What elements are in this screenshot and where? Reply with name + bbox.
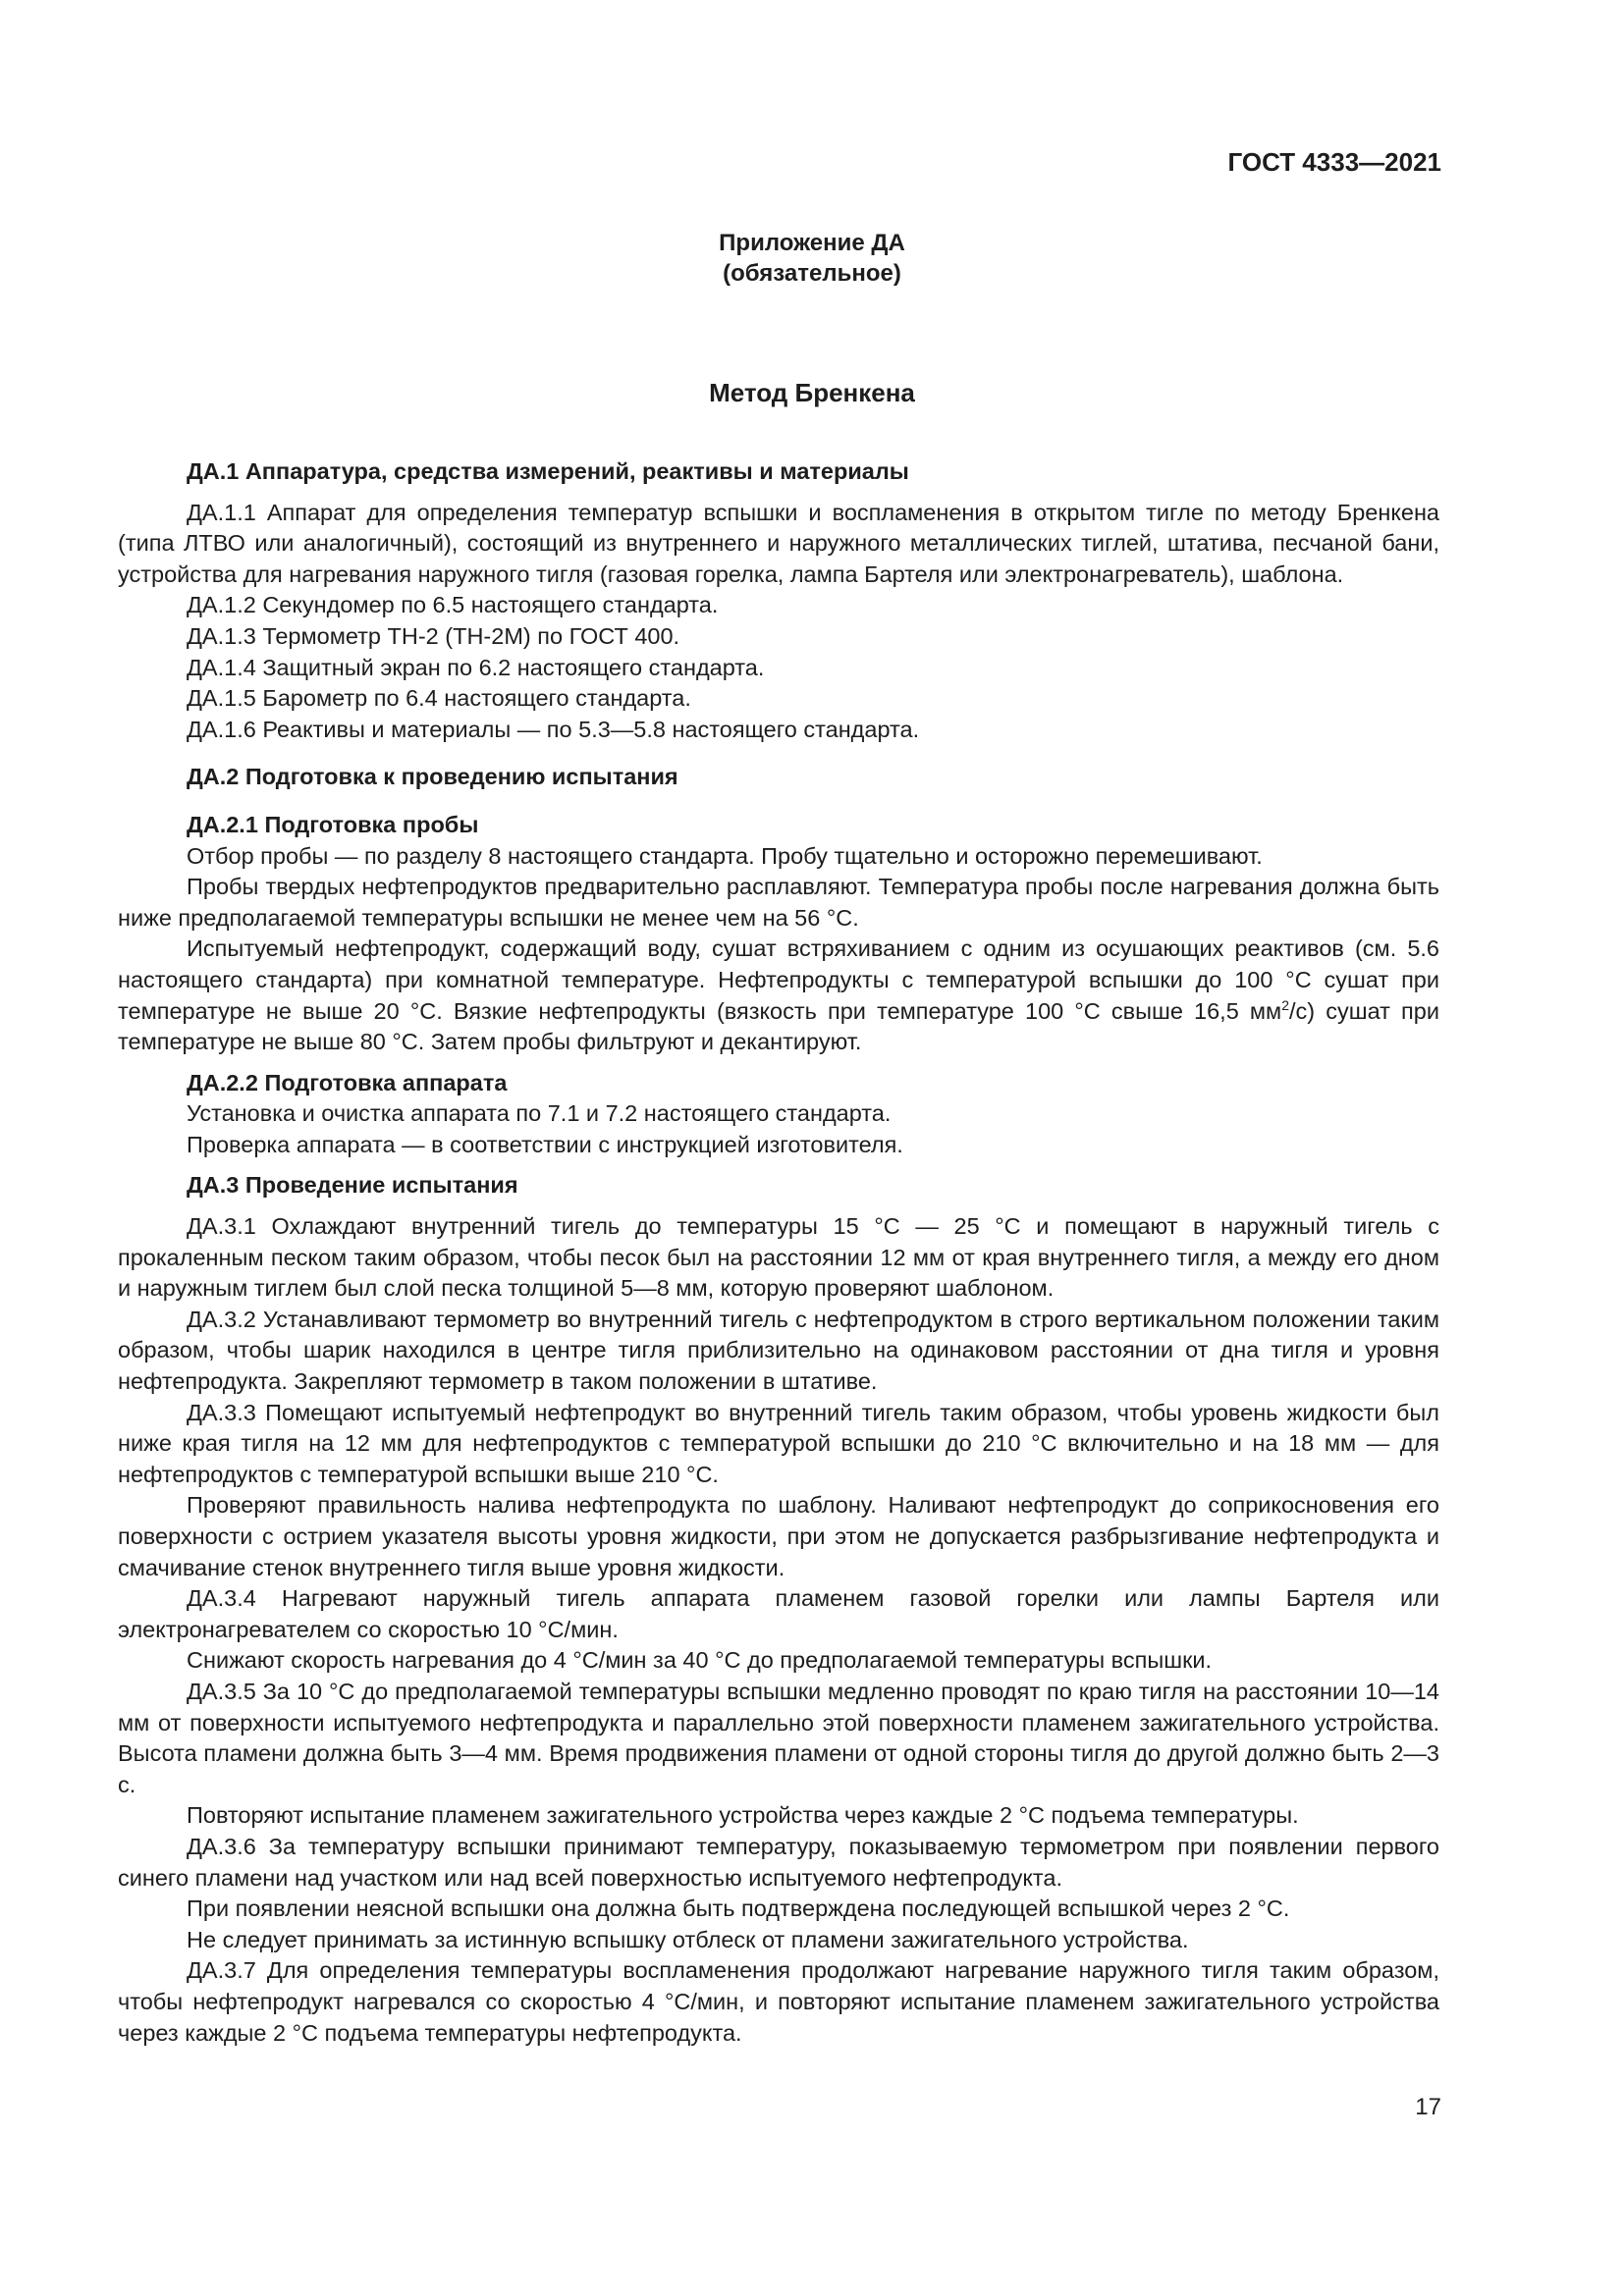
paragraph-da3-6-note-1: При появлении неясной вспышки она должна быть подтверждена последующей вспышкой через 2 °С. — [187, 1896, 1290, 1922]
paragraph-da1-4: ДА.1.4 Защитный экран по 6.2 настоящего стандарта. — [187, 654, 765, 680]
paragraph-da3-3: ДА.3.3 Помещают испытуемый нефтепродукт во внутренний тигель таким образом, чтобы уровень жидкости был ниже края тигля на 12 мм для нефтепродуктов с температурой вспышки до 210 °С включительно и на 18 мм — для нефтепродуктов с температурой вспышки выше 210 °С. — [118, 1399, 1439, 1487]
paragraph-da1-1: ДА.1.1 Аппарат для определения температур вспышки и воспламенения в открытом тигле по методу Бренкена (типа ЛТВО или аналогичный), состоящий из внутреннего и наружного металлических тиглей, штатива, песчаной бани, устройства для нагревания наружного тигля (газовая горелка, лампа Бартеля или электронагреватель), шаблона. — [118, 499, 1439, 587]
paragraph-da3-4-note: Снижают скорость нагревания до 4 °С/мин за 40 °С до предполагаемой температуры вспышки. — [187, 1647, 1213, 1674]
paragraph-da3-1: ДА.3.1 Охлаждают внутренний тигель до температуры 15 °С — 25 °С и помещают в наружный тигель с прокаленным песком таким образом, чтобы песок был на расстоянии 12 мм от края внутреннего тигля, а между его дном и наружным тиглем был слой песка толщиной 5—8 мм, которую проверяют шаблоном. — [118, 1213, 1439, 1302]
paragraph-da3-3-note: Проверяют правильность налива нефтепродукта по шаблону. Наливают нефтепродукт до соприкосновения его поверхности с острием указателя высоты уровня жидкости, при этом не допускается разбрызгивание нефтепродукта и смачивание стенок внутреннего тигля выше уровня жидкости. — [118, 1492, 1439, 1580]
page-number: 17 — [1415, 2094, 1441, 2120]
document-body — [118, 456, 1439, 2049]
section-heading-da3: ДА.3 Проведение испытания — [187, 1172, 518, 1199]
appendix-header — [0, 228, 1624, 289]
section-heading-da2: ДА.2 Подготовка к проведению испытания — [187, 764, 678, 790]
paragraph-da2-1-3 — [118, 934, 1439, 1057]
superscript-squared: 2 — [1281, 996, 1290, 1013]
paragraph-da2-2-2: Проверка аппарата — в соответствии с инструкцией изготовителя. — [187, 1131, 903, 1157]
method-title: Метод Бренкена — [709, 378, 915, 407]
appendix-title: Приложение ДА — [719, 230, 905, 256]
paragraph-da1-2: ДА.1.2 Секундомер по 6.5 настоящего стандарта. — [187, 592, 719, 618]
paragraph-da2-2-1: Установка и очистка аппарата по 7.1 и 7.2 настоящего стандарта. — [187, 1100, 892, 1127]
paragraph-da2-1-3-part-a: Испытуемый нефтепродукт, содержащий воду, сушат встряхиванием с одним из осушающих реактивов (см. 5.6 настоящего стандарта) при комнатной температуре. Нефтепродукты с температурой вспышки до 100 °С сушат при температуре не выше 20 °С. Вязкие нефтепродукты (вязкость при температуре 100 °С свыше 16,5 мм — [118, 935, 1439, 1024]
paragraph-da3-6: ДА.3.6 За температуру вспышки принимают температуру, показываемую термометром при появлении первого синего пламени над участком или над всей поверхностью испытуемого нефтепродукта. — [118, 1833, 1439, 1891]
paragraph-da2-1-3-part-b: /с) сушат при температуре не выше 80 °С. Затем пробы фильтруют и декантируют. — [118, 997, 1439, 1055]
appendix-status: (обязательное) — [723, 260, 901, 287]
section-heading-da1: ДА.1 Аппаратура, средства измерений, реактивы и материалы — [187, 458, 909, 484]
paragraph-da2-1-2: Пробы твердых нефтепродуктов предварительно расплавляют. Температура пробы после нагревания должна быть ниже предполагаемой температуры вспышки не менее чем на 56 °С. — [118, 874, 1439, 931]
paragraph-da3-5: ДА.3.5 За 10 °С до предполагаемой температуры вспышки медленно проводят по краю тигля на расстоянии 10—14 мм от поверхности испытуемого нефтепродукта и параллельно этой поверхности пламенем зажигательного устройства. Высота пламени должна быть 3—4 мм. Время продвижения пламени от одной стороны тигля до другой должно быть 2—3 с. — [118, 1678, 1439, 1797]
subsection-heading-da2-2: ДА.2.2 Подготовка аппарата — [187, 1069, 508, 1095]
paragraph-da1-6: ДА.1.6 Реактивы и материалы — по 5.3—5.8 настоящего стандарта. — [187, 716, 920, 742]
paragraph-da3-5-note: Повторяют испытание пламенем зажигательного устройства через каждые 2 °С подъема температуры. — [187, 1802, 1299, 1829]
paragraph-da1-5: ДА.1.5 Барометр по 6.4 настоящего стандарта. — [187, 685, 691, 712]
paragraph-da2-1-1: Отбор пробы — по разделу 8 настоящего стандарта. Пробу тщательно и осторожно перемешивают. — [187, 842, 1263, 869]
paragraph-da1-3: ДА.1.3 Термометр ТН-2 (ТН-2М) по ГОСТ 400. — [187, 622, 680, 649]
subsection-heading-da2-1: ДА.2.1 Подготовка пробы — [187, 811, 479, 837]
standard-code: ГОСТ 4333—2021 — [1227, 147, 1441, 177]
paragraph-da3-7: ДА.3.7 Для определения температуры воспламенения продолжают нагревание наружного тигля таким образом, чтобы нефтепродукт нагревался со скоростью 4 °С/мин, и повторяют испытание пламенем зажигательного устройства через каждые 2 °С подъема температуры нефтепродукта. — [118, 1957, 1439, 2046]
paragraph-da3-4: ДА.3.4 Нагревают наружный тигель аппарата пламенем газовой горелки или лампы Бартеля или электронагревателем со скоростью 10 °С/мин. — [118, 1585, 1439, 1642]
paragraph-da3-2: ДА.3.2 Устанавливают термометр во внутренний тигель с нефтепродуктом в строго вертикальном положении таким образом, чтобы шарик находился в центре тигля приблизительно на одинаковом расстоянии от дна тигля и уровня нефтепродукта. Закрепляют термометр в таком положении в штативе. — [118, 1306, 1439, 1395]
paragraph-da3-6-note-2: Не следует принимать за истинную вспышку отблеск от пламени зажигательного устройства. — [187, 1926, 1189, 1952]
